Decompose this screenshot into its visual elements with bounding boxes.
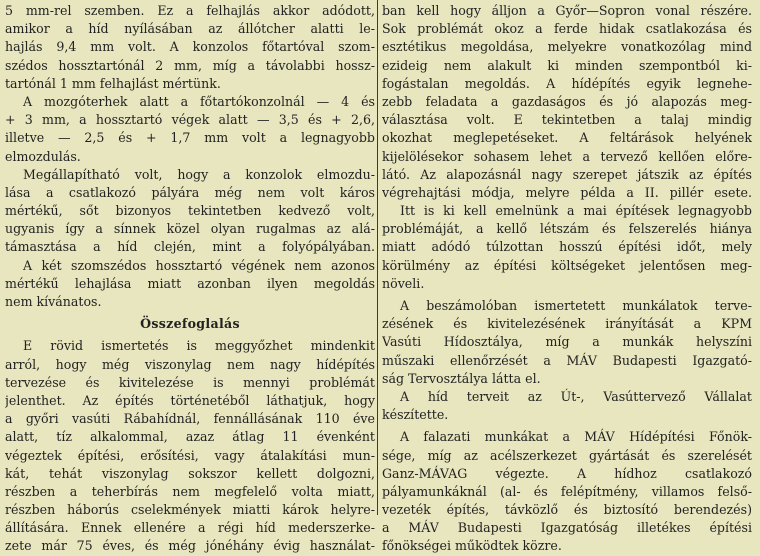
text-line: sége, míg az acélszerkezet gyártását és szerelését [382,447,752,463]
text-line: végeztek építési, erősítési, vagy átalakítási mun- [5,447,375,463]
text-line: látó. Az alapozásnál nagy szerepet játszik az építés [382,166,752,182]
text-line: növeli. [382,275,425,291]
text-line: amikor a híd nyílásában az állótcher alatti le- [5,21,375,37]
text-line: vezeték építés, távközlő és biztosító berendezés) [382,502,752,518]
text-line: lása a csatlakozó pályára még nem volt káros [5,184,375,200]
text-line: kijelölésekor sohasem lehet a tervező kellően előre- [382,148,752,164]
text-line: részben a teherbírás nem megfelelő volta miatt, [5,483,375,499]
text-line: műszaki ellenőrzését a MÁV Budapesti Igazgató- [382,352,752,368]
text-line: Itt is ki kell emelnünk a mai építések legnagyobb [400,203,752,219]
text-line: részben háborús cselekmények miatti károk helyre- [5,502,375,518]
text-line: pályamunkáknál (al- és felépítmény, villamos felső- [382,483,752,499]
text-line: a győri vasúti Rábahídnál, fennállásának 110 éve [5,411,375,427]
text-line: fogástalan megoldás. A hídépítés egyik legnehe- [382,75,752,91]
text-line: végrehajtási módja, melyre példa a II. pillér esete. [382,184,752,200]
text-line: zete már 75 éves, és még jónéhány évig használat- [5,538,375,554]
section-heading: Összefoglalás [140,316,240,332]
text-line: A falazati munkákat a MÁV Hídépítési Főnök- [400,429,752,445]
text-line: elmozdulás. [5,148,81,164]
text-line: A mozgóterhek alatt a főtartókonzolnál — 4 és [23,93,375,109]
text-line: zebb feladata a gazdaságos és jó alapozás meg- [382,93,752,109]
text-line: ezideig nem alakult ki minden szempontból ki- [382,57,752,73]
text-line: Megállapítható volt, hogy a konzolok elmozdu- [23,166,375,182]
text-line: E rövid ismertetés is meggyőzhet mindenkit [23,338,375,354]
text-line: zésének és kivitelezésének irányítását a KPM [382,316,752,332]
text-line: problémáját, a kellő létszám és felszerelés hiánya [382,221,752,237]
text-line: + 3 mm, a hossztartó végek alatt — 3,5 és + 2,6, [5,112,375,128]
text-line: A beszámolóban ismertetett munkálatok terve- [400,298,752,313]
text-line: főnökségei működtek közre. [382,538,562,554]
text-line: tartónál 1 mm felhajlást mértünk. [5,75,221,91]
text-line: kát, tehát viszonylag sokszor kellett dolgozni, [5,465,375,481]
text-line: ugyanis így a sínnek közel olyan rugalmas az alá- [5,221,375,237]
text-line: jelenthet. Az építés történetéből láthatjuk, hogy [5,392,375,408]
text-line: ság Tervosztálya látta el. [382,370,541,386]
text-line: szédos hossztartónál 2 mm, míg a távolabbi hossz- [5,57,375,73]
text-line: 5 mm-rel szemben. Ez a felhajlás akkor adódott, [5,3,375,18]
text-line: hajlás 9,4 mm volt. A konzolos főtartóval szom- [5,39,375,55]
text-line: Vasúti Hídosztálya, míg a munkák helyszíni [382,334,752,350]
text-line: illetve — 2,5 és + 1,7 mm volt a legnagyobb [5,130,375,146]
text-line: mértékű, sőt bizonyos tekintetben kedvező volt, [5,203,375,219]
text-line: A híd terveit az Út-, Vasúttervező Vállalat [400,388,752,404]
text-line: A két szomszédos hossztartó végének nem azonos [23,257,375,273]
text-line: Sok problémát okoz a ferde hidak csatlakozása és [382,21,752,37]
text-line: ban kell hogy álljon a Győr—Sopron vonal részére. [382,3,752,18]
text-line: támasztása a híd clején, mint a folyópályában. [5,239,375,255]
right-column [382,2,752,556]
text-line: állítására. Ennek ellenére a régi híd mederszerke- [5,520,375,536]
text-line: a MÁV Budapesti Igazgatóság illetékes építési [382,520,752,536]
text-line: körülmény az építési költségeket jelentősen meg- [382,257,752,273]
text-line: esztétikus megoldása, melyekre vonatkozólag mind [382,39,752,55]
text-line: készítette. [382,407,449,423]
text-line: nem kívánatos. [5,294,102,309]
text-line: választása volt. E tekintetben a talaj mindig [382,112,752,128]
text-line: tervezése és kivitelezése is mennyi problémát [5,374,375,390]
text-line: miatt adódó túlzottan hosszú építési időt, mely [382,239,752,255]
text-line: mértékű lehajlása miatt azonban ilyen megoldás [5,275,375,291]
column-divider [377,0,378,515]
text-line: arról, hogy még viszonylag nem nagy hídépítés [5,356,375,372]
text-line: Ganz-MÁVAG végezte. A hídhoz csatlakozó [382,465,752,481]
text-line: okozhat meglepetéseket. A feltárások helyének [382,130,752,146]
left-column [5,2,375,556]
text-line: alatt, tíz alkalommal, azaz átlag 11 évenként [5,429,375,445]
